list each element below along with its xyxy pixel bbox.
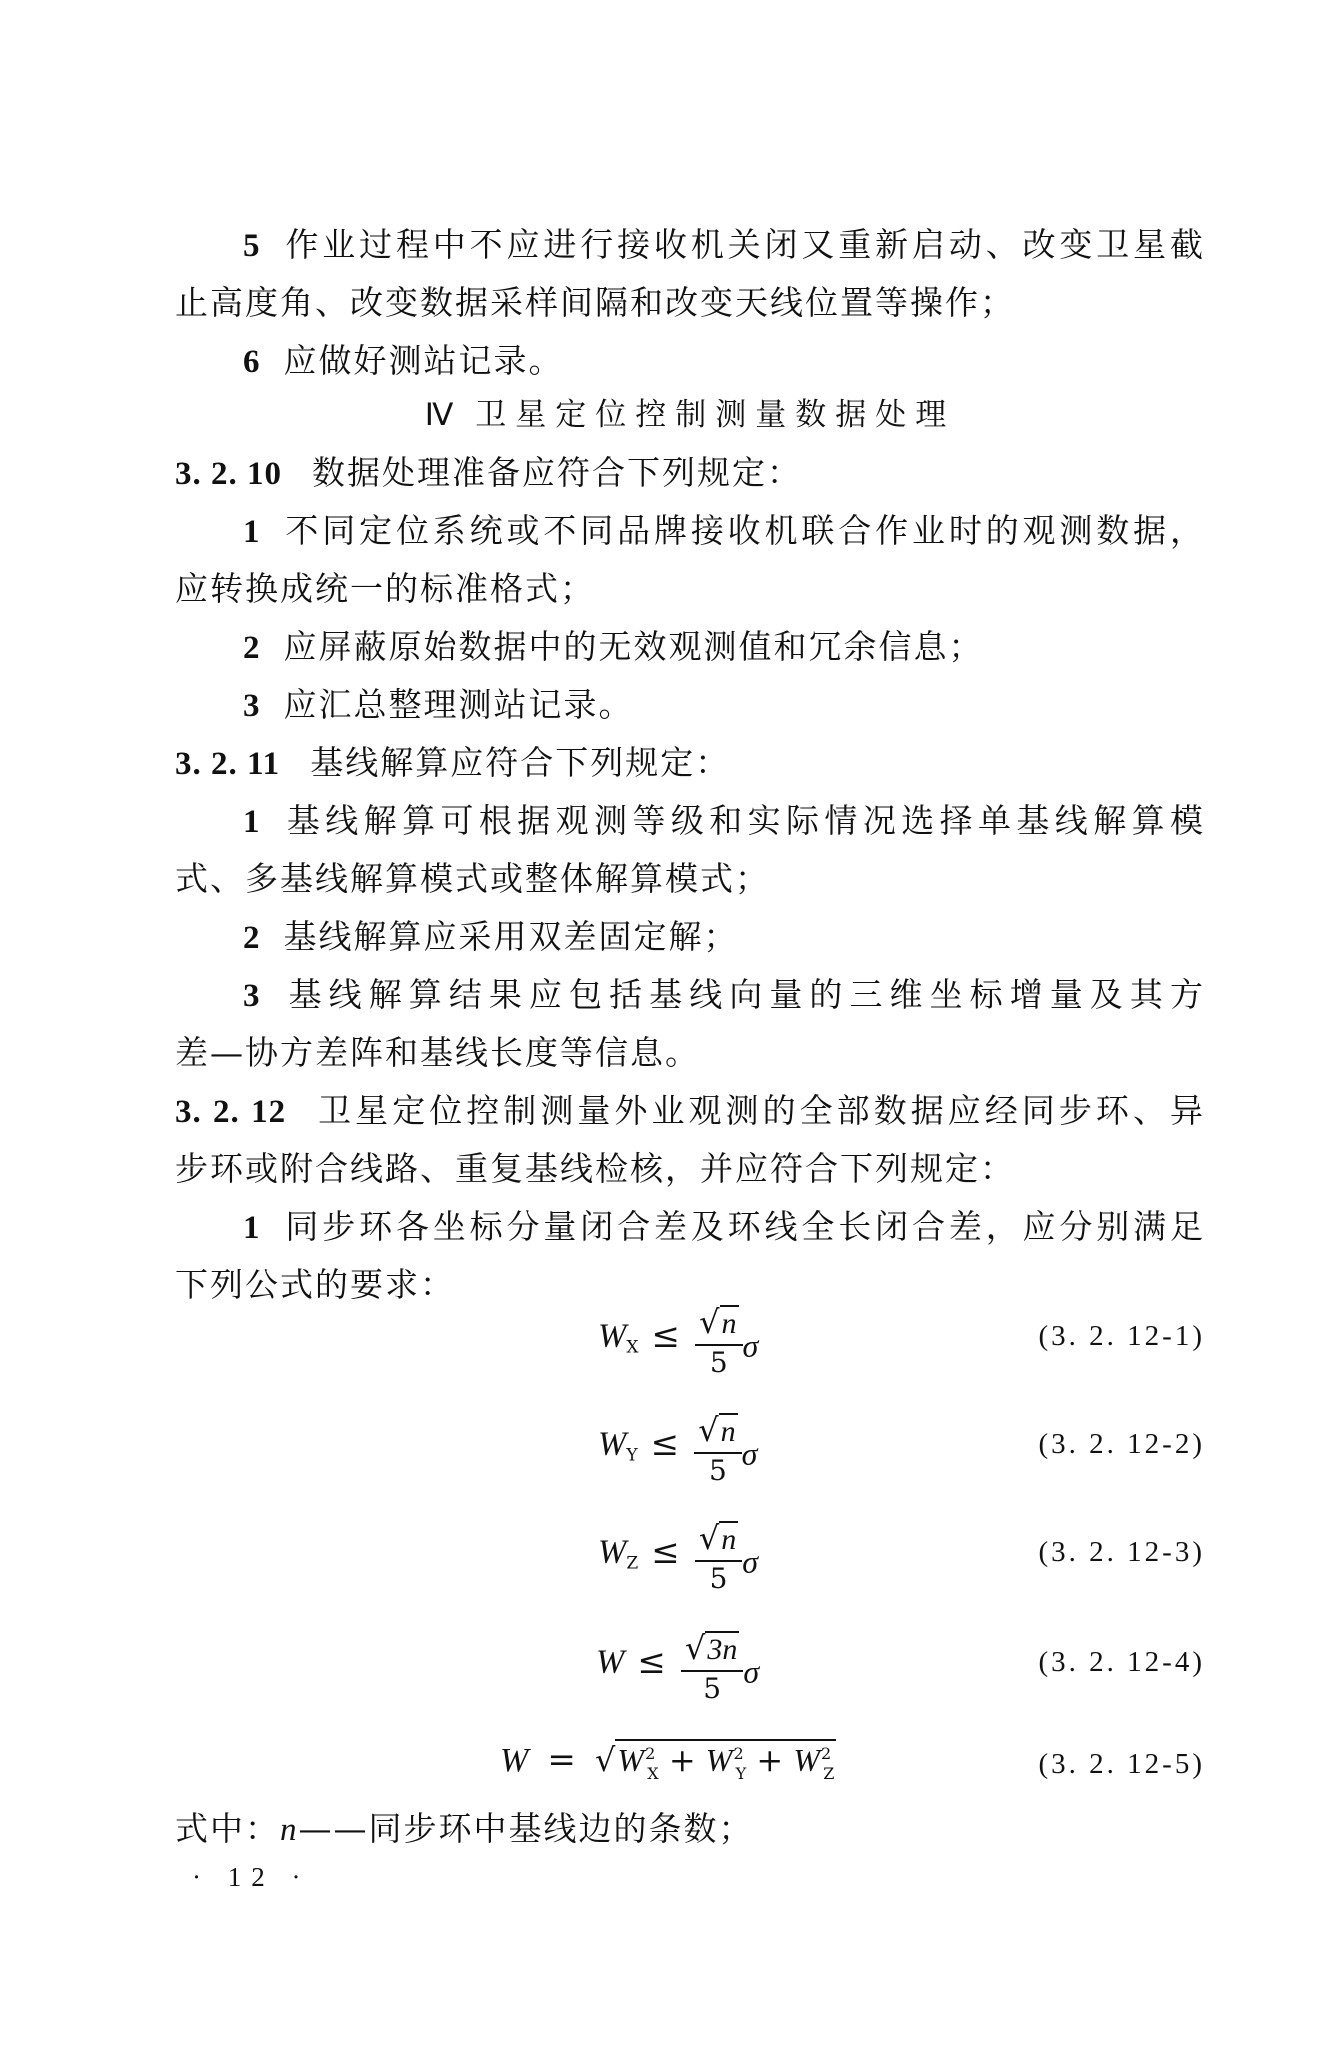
item-5-continuation: 止高度角、改变数据采样间隔和改变天线位置等操作； — [175, 283, 1015, 322]
formula-relation: ≤ — [637, 1641, 666, 1682]
formula-relation: = — [547, 1740, 576, 1780]
clause-number: 3. 2. 11 — [175, 746, 281, 782]
item-5 — [243, 216, 1205, 274]
item-continuation: 差—协方差阵和基线长度等信息。 — [175, 1033, 700, 1072]
item-text: 应汇总整理测站记录。 — [283, 685, 634, 724]
formula-wz — [598, 1520, 758, 1610]
formula-subscript: X — [626, 1337, 639, 1358]
formula-exponent: 2 — [733, 1744, 744, 1763]
formula-plus: + — [756, 1741, 784, 1779]
formula-lhs: W — [500, 1742, 529, 1779]
equation-number: (3. 2. 12-3) — [1038, 1536, 1205, 1568]
clause-3-2-11-item-1 — [243, 792, 1205, 850]
equation-number: (3. 2. 12-1) — [1038, 1320, 1205, 1352]
clause-number: 3. 2. 10 — [175, 456, 282, 492]
clause-3-2-10 — [175, 444, 1205, 502]
clause-text: 基线解算应符合下列规定： — [310, 743, 731, 782]
formula-wx — [598, 1304, 758, 1394]
clause-3-2-10-item-2 — [243, 618, 1205, 676]
formula-fraction: $\frac{√n}{5}$ — [695, 1520, 742, 1596]
formula-plus: + — [668, 1741, 696, 1779]
formula-lhs: W — [598, 1533, 627, 1571]
formula-fraction: $\frac{√n}{5}$ — [695, 1304, 742, 1380]
item-number: 2 — [243, 630, 262, 666]
equation-number: (3. 2. 12-4) — [1038, 1646, 1205, 1678]
clause-number: 3. 2. 12 — [175, 1094, 287, 1130]
formula-term-w: W — [705, 1742, 733, 1778]
item-text: 应屏蔽原始数据中的无效观测值和冗余信息； — [283, 627, 984, 666]
clause-3-2-11-item-2 — [243, 908, 1205, 966]
formula-radicand: n — [721, 1523, 737, 1556]
formula-relation: ≤ — [651, 1315, 681, 1356]
where-prefix: 式中： — [175, 1809, 280, 1848]
item-text: 基线解算应采用双差固定解； — [283, 917, 739, 956]
formula-fraction: $\frac{√3n}{5}$ — [681, 1630, 743, 1706]
where-clause — [175, 1800, 1205, 1858]
formula-lhs: W — [598, 1425, 627, 1463]
formula-term-sub: X — [647, 1764, 659, 1783]
where-dash: —— — [298, 1809, 369, 1848]
where-text: 同步环中基线边的条数； — [368, 1809, 754, 1848]
formula-denominator: 5 — [709, 1562, 728, 1595]
section-title: 卫星定位控制测量数据处理 — [475, 397, 956, 433]
formula-term-sub: Y — [735, 1764, 747, 1783]
formula-radicand: n — [720, 1415, 736, 1448]
section-roman: Ⅳ — [424, 397, 454, 432]
formula-denominator: 5 — [709, 1454, 727, 1487]
formula-fraction: $\frac{√n}{5}$ — [694, 1412, 741, 1488]
formula-lhs: W — [598, 1317, 627, 1355]
formula-radicand: 3n — [707, 1633, 738, 1666]
item-text: 同步环各坐标分量闭合差及环线全长闭合差，应分别满足 — [283, 1207, 1205, 1246]
formula-term-sub: Z — [823, 1764, 835, 1783]
equation-number: (3. 2. 12-2) — [1038, 1428, 1205, 1460]
clause-text: 数据处理准备应符合下列规定： — [312, 453, 802, 492]
page-number: · 12 · — [192, 1862, 311, 1892]
clause-3-2-12-item-1 — [243, 1198, 1205, 1256]
formula-term-w: W — [793, 1742, 821, 1778]
clause-3-2-10-item-1 — [243, 502, 1205, 560]
item-text: 应做好测站记录。 — [283, 341, 564, 380]
clause-continuation: 步环或附合线路、重复基线检核，并应符合下列规定： — [175, 1149, 1015, 1188]
item-number: 5 — [243, 228, 262, 264]
formula-root: $√W^2_X + W^2_Y + W^2_Z$ — [595, 1741, 835, 1783]
item-number: 2 — [243, 920, 262, 956]
formula-denominator: 5 — [703, 1672, 722, 1705]
item-number: 1 — [243, 1210, 262, 1246]
item-number: 1 — [243, 804, 262, 840]
formula-subscript: Y — [626, 1445, 638, 1466]
where-variable: n — [280, 1812, 299, 1848]
item-number: 3 — [243, 688, 262, 724]
clause-text: 卫星定位控制测量外业观测的全部数据应经同步环、异 — [316, 1091, 1206, 1130]
formula-radicand: n — [721, 1307, 737, 1340]
formula-exponent: 2 — [821, 1744, 832, 1763]
item-number: 3 — [243, 978, 262, 1014]
formula-sigma: σ — [741, 1435, 758, 1472]
formula-exponent: 2 — [645, 1744, 656, 1763]
formula-sigma: σ — [742, 1327, 759, 1364]
item-text: 不同定位系统或不同品牌接收机联合作业时的观测数据， — [283, 511, 1205, 550]
item-6 — [243, 332, 1205, 390]
equation-number: (3. 2. 12-5) — [1038, 1748, 1205, 1780]
formula-denominator: 5 — [709, 1346, 728, 1379]
clause-3-2-12 — [175, 1082, 1205, 1140]
formula-relation: ≤ — [650, 1423, 680, 1464]
clause-3-2-11 — [175, 734, 1205, 792]
item-continuation: 式、多基线解算模式或整体解算模式； — [175, 859, 770, 898]
item-number: 1 — [243, 514, 262, 550]
formula-sigma: σ — [743, 1653, 760, 1690]
item-number: 6 — [243, 344, 262, 380]
formula-subscript: Z — [626, 1553, 639, 1574]
item-text: 基线解算结果应包括基线向量的三维坐标增量及其方 — [283, 975, 1205, 1014]
item-text: 基线解算可根据观测等级和实际情况选择单基线解算模 — [283, 801, 1205, 840]
formula-term-w: W — [617, 1742, 645, 1778]
clause-3-2-11-item-3 — [243, 966, 1205, 1024]
item-continuation: 应转换成统一的标准格式； — [175, 569, 595, 608]
clause-3-2-10-item-3 — [243, 676, 1205, 734]
formula-relation: ≤ — [651, 1531, 680, 1572]
formula-w-total — [500, 1740, 836, 1800]
section-heading — [175, 386, 1205, 444]
formula-w — [596, 1630, 759, 1720]
formula-wy — [598, 1412, 757, 1502]
formula-sigma: σ — [742, 1543, 758, 1580]
item-text: 作业过程中不应进行接收机关闭又重新启动、改变卫星截 — [283, 225, 1205, 264]
formula-lhs: W — [596, 1643, 625, 1681]
item-continuation: 下列公式的要求： — [175, 1265, 455, 1304]
